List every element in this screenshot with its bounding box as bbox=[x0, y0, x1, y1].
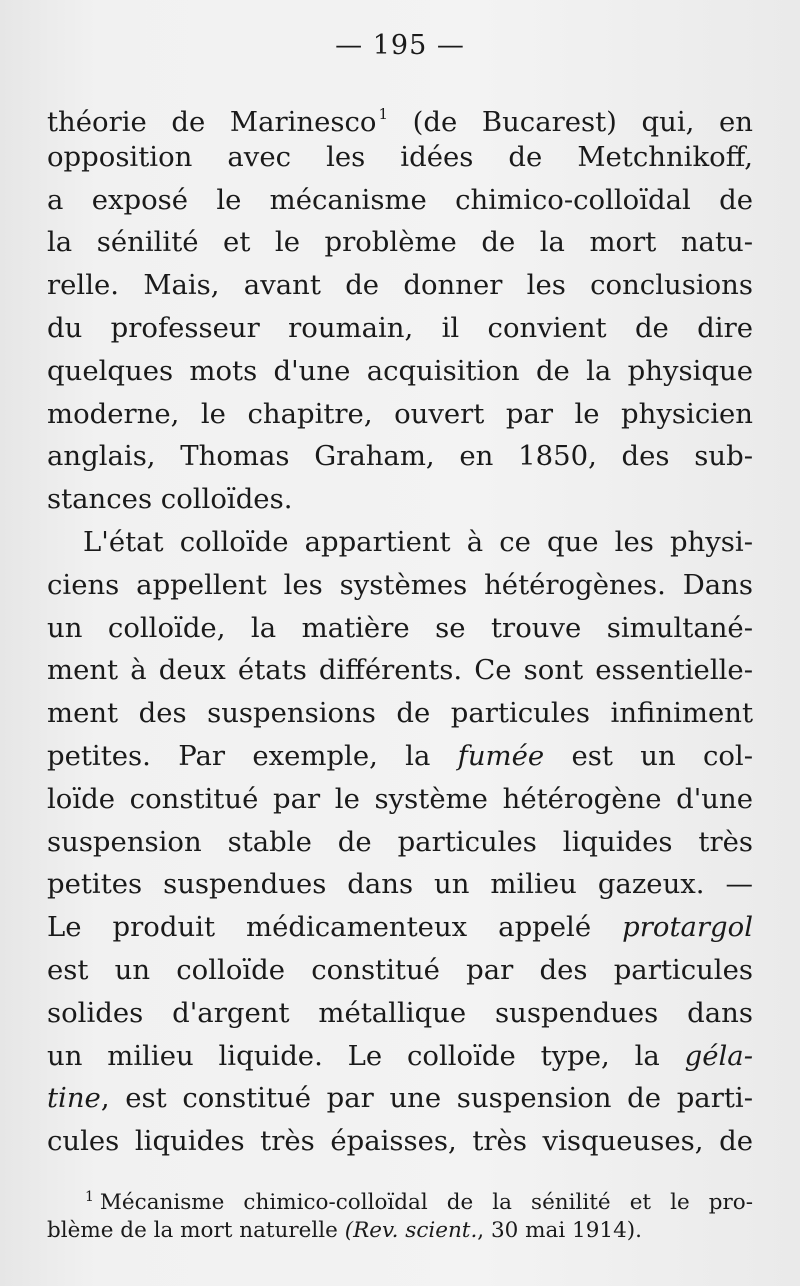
footnote-mark: 1 bbox=[85, 1189, 94, 1205]
footnote bbox=[47, 1183, 753, 1245]
footnote-line: $^1$ Mécanisme chimico-colloïdal de la sénilité et le pro- bbox=[85, 1189, 753, 1215]
text-line: anglais, Thomas Graham, en 1850, des sub- bbox=[47, 440, 753, 473]
text-line: cules liquides très épaisses, très visqueuses, de bbox=[47, 1125, 753, 1158]
italic-term: fumée bbox=[457, 739, 545, 772]
text-line: ment à deux états différents. Ce sont essentielle- bbox=[47, 654, 753, 687]
text-line: Le produit médicamenteux appelé protargol bbox=[47, 911, 753, 944]
footnote-line: blème de la mort naturelle (Rev. scient., 30 mai 1914). bbox=[47, 1218, 642, 1243]
text-line: théorie de Marinesco $^1$ (de Bucarest) qui, en bbox=[47, 105, 753, 138]
text-line: moderne, le chapitre, ouvert par le physicien bbox=[47, 397, 753, 430]
text-line: relle. Mais, avant de donner les conclusions bbox=[47, 269, 753, 302]
paragraph-start-line: L'état colloïde appartient à ce que les physi- bbox=[83, 525, 753, 558]
italic-term: tine bbox=[47, 1082, 101, 1115]
text-line: un colloïde, la matière se trouve simultané- bbox=[47, 611, 753, 644]
italic-term: géla- bbox=[684, 1039, 753, 1072]
text-line: ment des suspensions de particules infiniment bbox=[47, 697, 753, 730]
text-line: la sénilité et le problème de la mort natu- bbox=[47, 226, 753, 259]
text-line: tine, est constitué par une suspension de parti- bbox=[47, 1082, 753, 1115]
text-line: loïde constitué par le système hétérogène d'une bbox=[47, 782, 753, 815]
text-line: du professeur roumain, il convient de dire bbox=[47, 311, 753, 344]
text-line: solides d'argent métallique suspendues dans bbox=[47, 996, 753, 1029]
body-text bbox=[47, 93, 753, 1163]
footnote-reference[interactable]: 1 bbox=[378, 105, 389, 123]
text-line: a exposé le mécanisme chimico-colloïdal de bbox=[47, 183, 753, 216]
text-line: ciens appellent les systèmes hétérogènes. Dans bbox=[47, 568, 753, 601]
text-line: suspension stable de particules liquides très bbox=[47, 825, 753, 858]
italic-term: protargol bbox=[622, 911, 753, 944]
text-line: quelques mots d'une acquisition de la physique bbox=[47, 354, 753, 387]
text-line: opposition avec les idées de Metchnikoff, bbox=[47, 140, 753, 173]
text-line: petites suspendues dans un milieu gazeux. — bbox=[47, 868, 753, 901]
journal-citation: (Rev. scient. bbox=[344, 1218, 478, 1243]
text-line: est un colloïde constitué par des particules bbox=[47, 953, 753, 986]
text-line: stances colloïdes. bbox=[47, 483, 293, 516]
page-number: — 195 — bbox=[335, 30, 465, 61]
text-line: petites. Par exemple, la fumée est un col- bbox=[47, 739, 753, 772]
text-line: un milieu liquide. Le colloïde type, la géla- bbox=[47, 1039, 753, 1072]
